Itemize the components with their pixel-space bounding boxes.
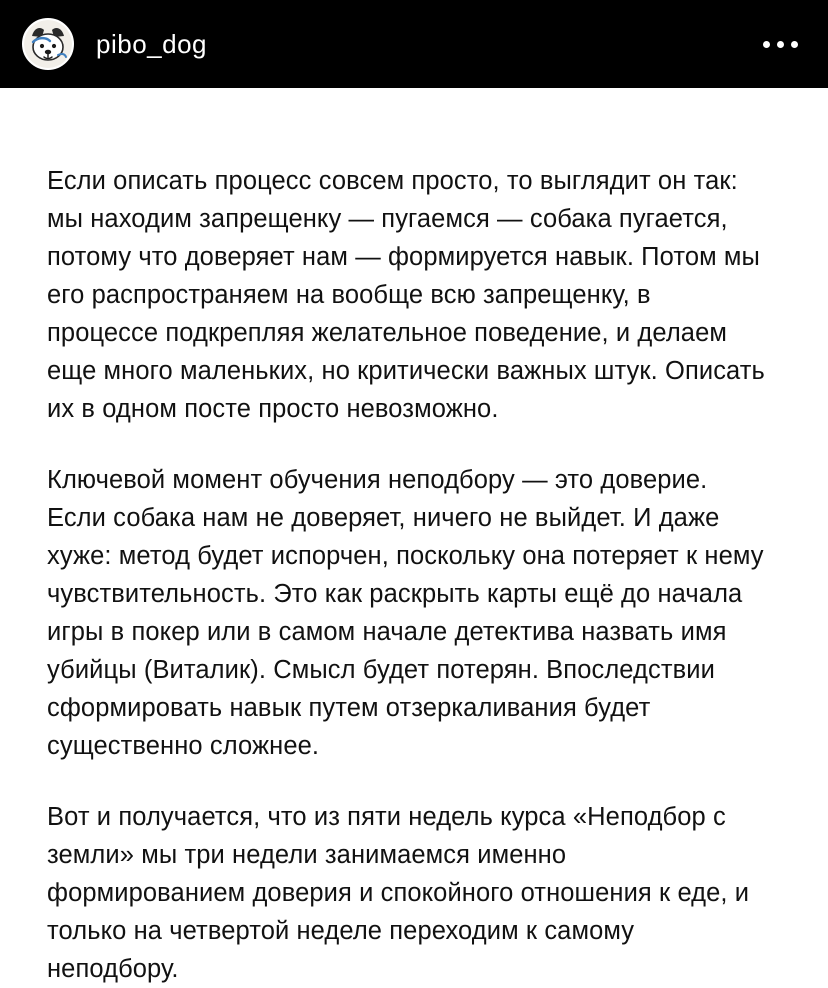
more-dot-3 <box>791 41 798 48</box>
post-paragraph: Если описать процесс совсем просто, то выглядит он так: мы находим запрещенку — пугаемся — собака пугается, потому что доверяет нам — формируется навык. Потом мы его распространяем на вообще всю запрещенку, в процессе подкрепляя желательное поведение, и делаем еще много маленьких, но критически важных штук. Описать их в одном посте просто невозможно. <box>47 167 765 423</box>
dog-avatar-icon <box>24 20 72 68</box>
post-body <box>0 88 828 988</box>
more-options-icon[interactable] <box>759 31 802 58</box>
avatar[interactable] <box>22 18 74 70</box>
post-header <box>0 0 828 88</box>
more-dot-2 <box>777 41 784 48</box>
post-paragraph: Вот и получается, что из пяти недель курса «Неподбор с земли» мы три недели занимаемся именно формированием доверия и спокойного отношения к еде, и только на четвертой неделе переходим к самому неподбору. <box>47 803 750 983</box>
username-label[interactable]: pibo_dog <box>96 28 207 59</box>
post-paragraph: Ключевой момент обучения неподбору — это доверие. Если собака нам не доверяет, ничего не выйдет. И даже хуже: метод будет испорчен, поскольку она потеряет к нему чувствительность. Это как раскрыть карты ещё до начала игры в покер или в самом начале детектива назвать имя убийцы (Виталик). Смысл будет потерян. Впоследствии сформировать навык путем отзеркаливания будет существенно сложнее. <box>47 466 764 760</box>
more-dot-1 <box>763 41 770 48</box>
